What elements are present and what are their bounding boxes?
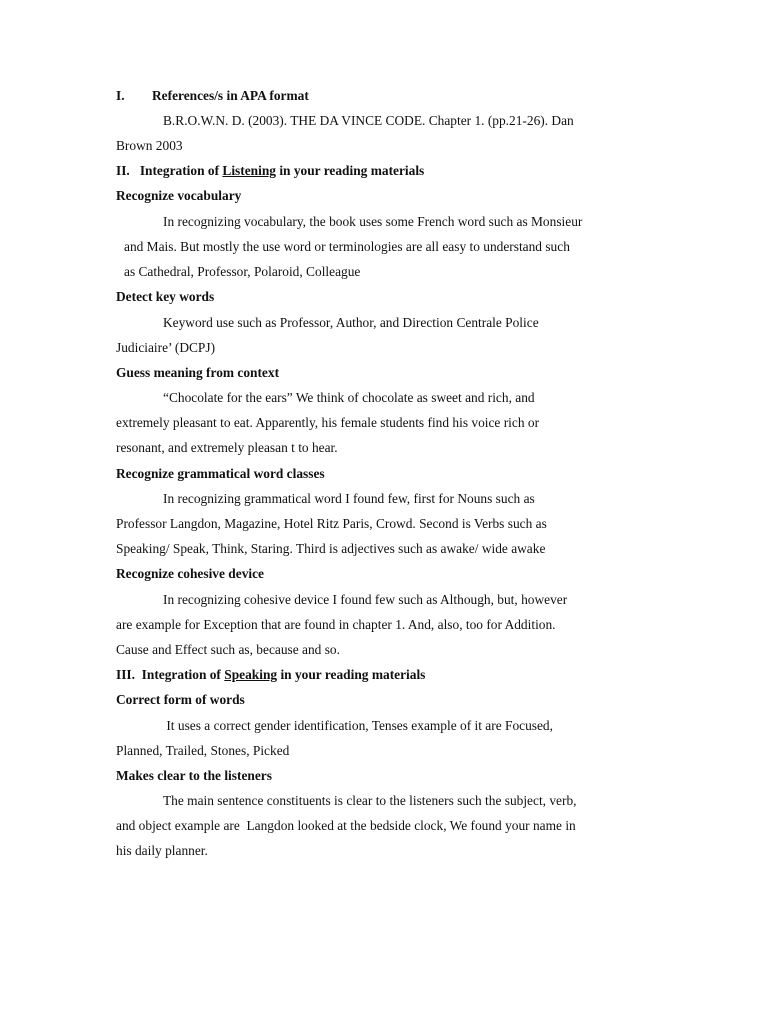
reference-line-1: B.R.O.W.N. D. (2003). THE DA VINCE CODE. Chapter 1. (pp.21-26). Dan [163, 113, 574, 128]
keywords-heading: Detect key words [116, 289, 215, 304]
grammar-line-2: Professor Langdon, Magazine, Hotel Ritz Paris, Crowd. Second is Verbs such as [116, 516, 547, 531]
grammar-line-3: Speaking/ Speak, Think, Staring. Third is adjectives such as awake/ wide awake [116, 541, 546, 556]
cohesive-line-3: Cause and Effect such as, because and so. [116, 642, 340, 657]
vocab-heading: Recognize vocabulary [116, 188, 242, 203]
section-3-heading [116, 666, 425, 684]
context-heading: Guess meaning from context [116, 365, 280, 380]
clear-heading: Makes clear to the listeners [116, 768, 272, 783]
vocab-line-2: and Mais. But mostly the use word or terminologies are all easy to understand such [124, 239, 570, 254]
vocab-line-3: as Cathedral, Professor, Polaroid, Colleague [124, 264, 361, 279]
context-line-2: extremely pleasant to eat. Apparently, his female students find his voice rich or [116, 415, 540, 430]
correct-form-line-1: It uses a correct gender identification, Tenses example of it are Focused, [163, 718, 553, 733]
clear-line-3: his daily planner. [116, 843, 208, 858]
section-2-heading-keyword: Listening [222, 163, 276, 178]
reference-line-2: Brown 2003 [116, 138, 183, 153]
section-1-title: References/s in APA format [152, 88, 309, 103]
context-line-3: resonant, and extremely pleasan t to hear. [116, 440, 338, 455]
section-2-heading-suffix: in your reading materials [275, 163, 425, 178]
vocab-line-1: In recognizing vocabulary, the book uses some French word such as Monsieur [163, 214, 583, 229]
clear-line-1: The main sentence constituents is clear to the listeners such the subject, verb, [163, 793, 577, 808]
context-line-1: “Chocolate for the ears” We think of chocolate as sweet and rich, and [163, 390, 535, 405]
section-3-heading-suffix: in your reading materials [277, 667, 426, 682]
cohesive-line-2: are example for Exception that are found in chapter 1. And, also, too for Addition. [116, 617, 556, 632]
section-1-numeral: I. [116, 88, 125, 103]
section-2-heading [116, 162, 424, 180]
correct-form-heading: Correct form of words [116, 692, 245, 707]
section-2-heading-prefix: II. Integration of [116, 163, 223, 178]
grammar-line-1: In recognizing grammatical word I found few, first for Nouns such as [163, 491, 535, 506]
section-3-heading-keyword: Speaking [224, 667, 278, 682]
keywords-line-1: Keyword use such as Professor, Author, and Direction Centrale Police [163, 315, 539, 330]
keywords-line-2: Judiciaire’ (DCPJ) [116, 340, 216, 355]
clear-line-2: and object example are Langdon looked at the bedside clock, We found your name in [116, 818, 576, 833]
cohesive-line-1: In recognizing cohesive device I found few such as Although, but, however [163, 592, 568, 607]
grammar-heading: Recognize grammatical word classes [116, 466, 325, 481]
correct-form-line-2: Planned, Trailed, Stones, Picked [116, 743, 290, 758]
cohesive-heading: Recognize cohesive device [116, 566, 264, 581]
section-3-heading-prefix: III. Integration of [116, 667, 225, 682]
